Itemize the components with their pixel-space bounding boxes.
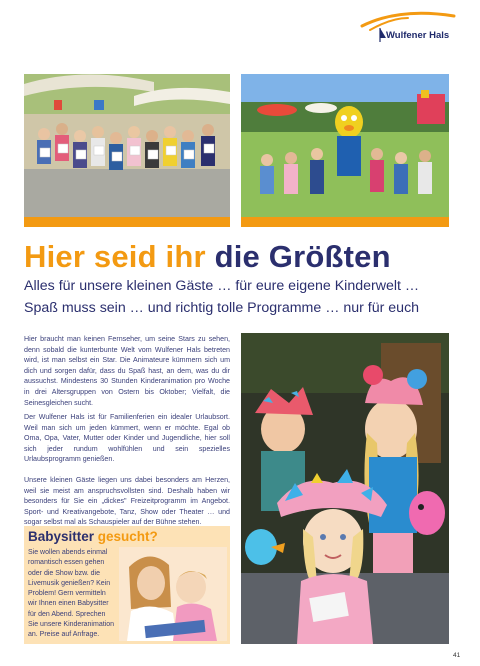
headline-part-2: die Größten (214, 239, 391, 274)
babysitter-box (24, 526, 230, 644)
babysitter-title-part-1: Babysitter (28, 529, 98, 544)
photo-bar (241, 217, 449, 227)
logo (356, 8, 460, 52)
photo-kids-group (24, 74, 230, 217)
babysitter-title-part-2: gesucht? (97, 529, 158, 544)
babysitter-text: Sie wollen abends einmal romantisch essen gehen oder die Show bzw. die Livemusik genießen? Kein Problem! Gern vermitteln wir Ihnen einen Babysitter für den Abend. Sprechen Sie unsere Kinderanimation an. Preise auf Anfrage. (28, 549, 114, 639)
photo-girls-hats (241, 333, 449, 644)
photo-mother-child (119, 547, 227, 641)
headline-part-1: Hier seid ihr (24, 239, 215, 274)
page-number: 41 (453, 652, 461, 659)
body-paragraph: Unsere kleinen Gäste liegen uns dabei besonders am Herzen, weil sie meist am anspruchsvollsten sind. Deshalb haben wir besonders für Sie ein „dickes" Freizeitprogramm im Angebot. Sport- und Kreativangebote, Tanz, Show oder Theater … und sogar selbst mal als Schauspieler auf der Bühne stehen. (24, 476, 230, 527)
subheadline-line-2: Spaß muss sein … und richtig tolle Programme … nur für euch (24, 300, 420, 316)
body-paragraph: Der Wulfener Hals ist für Familienferien ein idealer Urlaubsort. Weil man sich um jeden kümmert, wenn er möchte. Egal ob Oma, Opa, Vater, Mutter oder Kinder und Jugendliche, hier soll sich jeder rundum wohlfühlen und sein spezielles Urlaubsprogramm genießen. (24, 413, 230, 464)
page-title (24, 238, 391, 276)
babysitter-title (28, 529, 158, 544)
photo-bar (24, 217, 230, 227)
photo-mascot (241, 74, 449, 217)
subheadline-line-1: Alles für unsere kleinen Gäste … für eure eigene Kinderwelt … (24, 278, 420, 294)
logo-text: Wulfener Hals (386, 30, 450, 41)
body-paragraph: Hier braucht man keinen Fernseher, um seine Stars zu sehen, denn sobald die kunterbunte Welt vom Wulfener Hals betreten wird, ist man selbst ein Star. Die Animateure kümmern sich um dich und sorgen dafür, dass du Spaß hast, an dem, was du dir aussuchst. Mindestens 30 Stunden Kinderanimation pro Woche in drei Altersgruppen von Ostern bis Oktober; Vielfalt, die Seinesgleichen sucht. (24, 335, 230, 407)
